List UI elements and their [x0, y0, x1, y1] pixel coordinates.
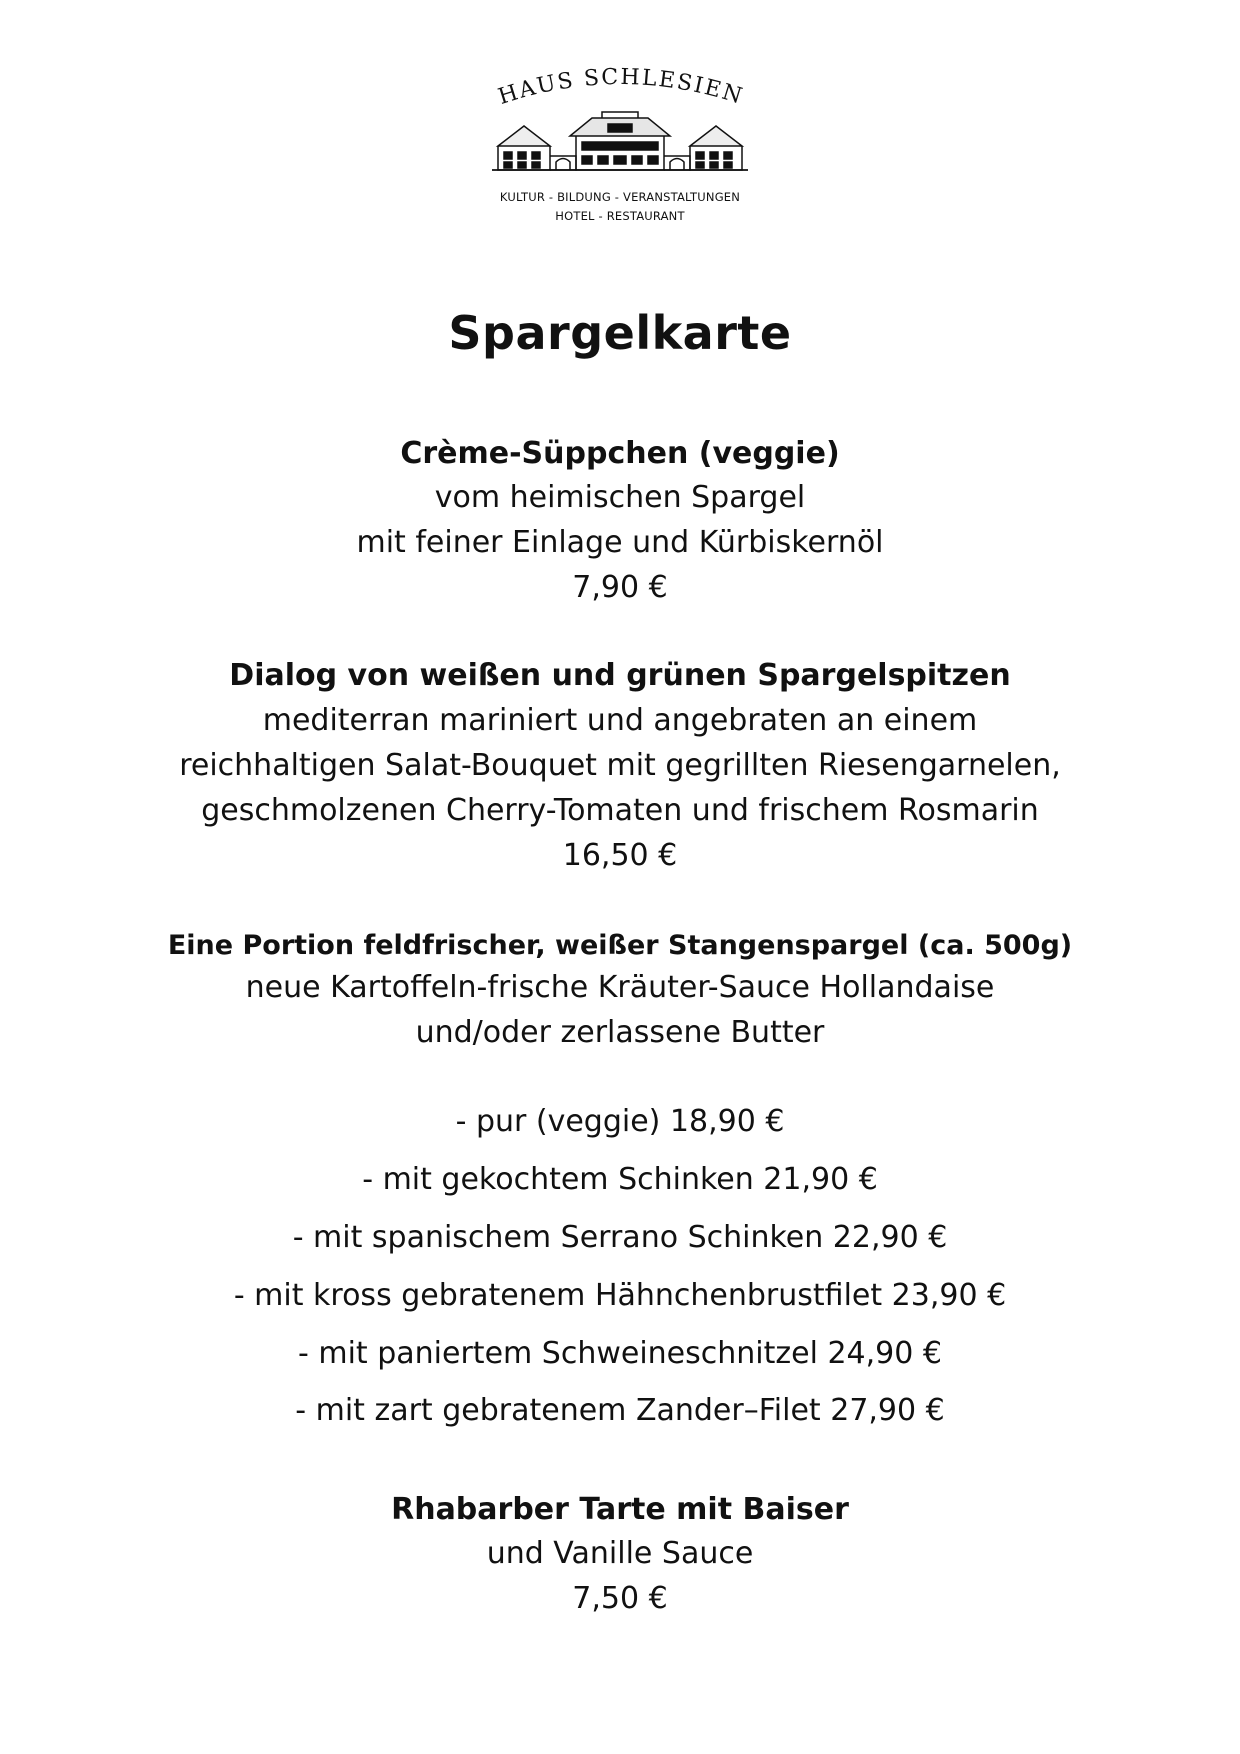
- dish-price: 7,50 €: [572, 1581, 668, 1616]
- building-illustration: [490, 66, 750, 186]
- dish-option: - mit paniertem Schweineschnitzel 24,90 €: [298, 1336, 942, 1371]
- dish-option: - mit spanischem Serrano Schinken 22,90 €: [292, 1220, 948, 1255]
- dish-option: - pur (veggie) 18,90 €: [455, 1104, 785, 1139]
- dish-price: 7,90 €: [572, 570, 668, 605]
- dish-description-line: reichhaltigen Salat-Bouquet mit gegrillten Riesengarnelen,: [179, 748, 1061, 783]
- dish-option: - mit zart gebratenem Zander–Filet 27,90 €: [295, 1393, 945, 1428]
- dish-description-line: vom heimischen Spargel: [434, 480, 806, 515]
- logo-name: HAUS SCHLESIEN: [495, 66, 747, 110]
- dish-name: Dialog von weißen und grünen Spargelspitzen: [229, 658, 1011, 693]
- dish-name: Crème-Süppchen (veggie): [400, 436, 840, 471]
- dish-description-line: geschmolzenen Cherry-Tomaten und frischem Rosmarin: [201, 793, 1039, 828]
- dish-description-line: und/oder zerlassene Butter: [415, 1015, 825, 1050]
- dish-description-line: und Vanille Sauce: [486, 1536, 754, 1571]
- dish-name: Eine Portion feldfrischer, weißer Stangenspargel (ca. 500g): [167, 930, 1073, 961]
- dish-description-line: mediterran mariniert und angebraten an einem: [262, 703, 978, 738]
- logo-tagline-2: HOTEL - RESTAURANT: [555, 209, 685, 223]
- page-title: Spargelkarte: [448, 306, 792, 360]
- dish-description-line: neue Kartoffeln-frische Kräuter-Sauce Hollandaise: [245, 970, 995, 1005]
- logo: [490, 66, 750, 236]
- dish-option: - mit kross gebratenem Hähnchenbrustfilet 23,90 €: [233, 1278, 1007, 1313]
- svg-text:HAUS SCHLESIEN: [495, 66, 746, 110]
- dish-name: Rhabarber Tarte mit Baiser: [391, 1492, 849, 1527]
- dish-option: - mit gekochtem Schinken 21,90 €: [362, 1162, 878, 1197]
- dish-price: 16,50 €: [562, 838, 678, 873]
- logo-tagline-1: KULTUR - BILDUNG - VERANSTALTUNGEN: [499, 190, 741, 204]
- dish-description-line: mit feiner Einlage und Kürbiskernöl: [356, 525, 884, 560]
